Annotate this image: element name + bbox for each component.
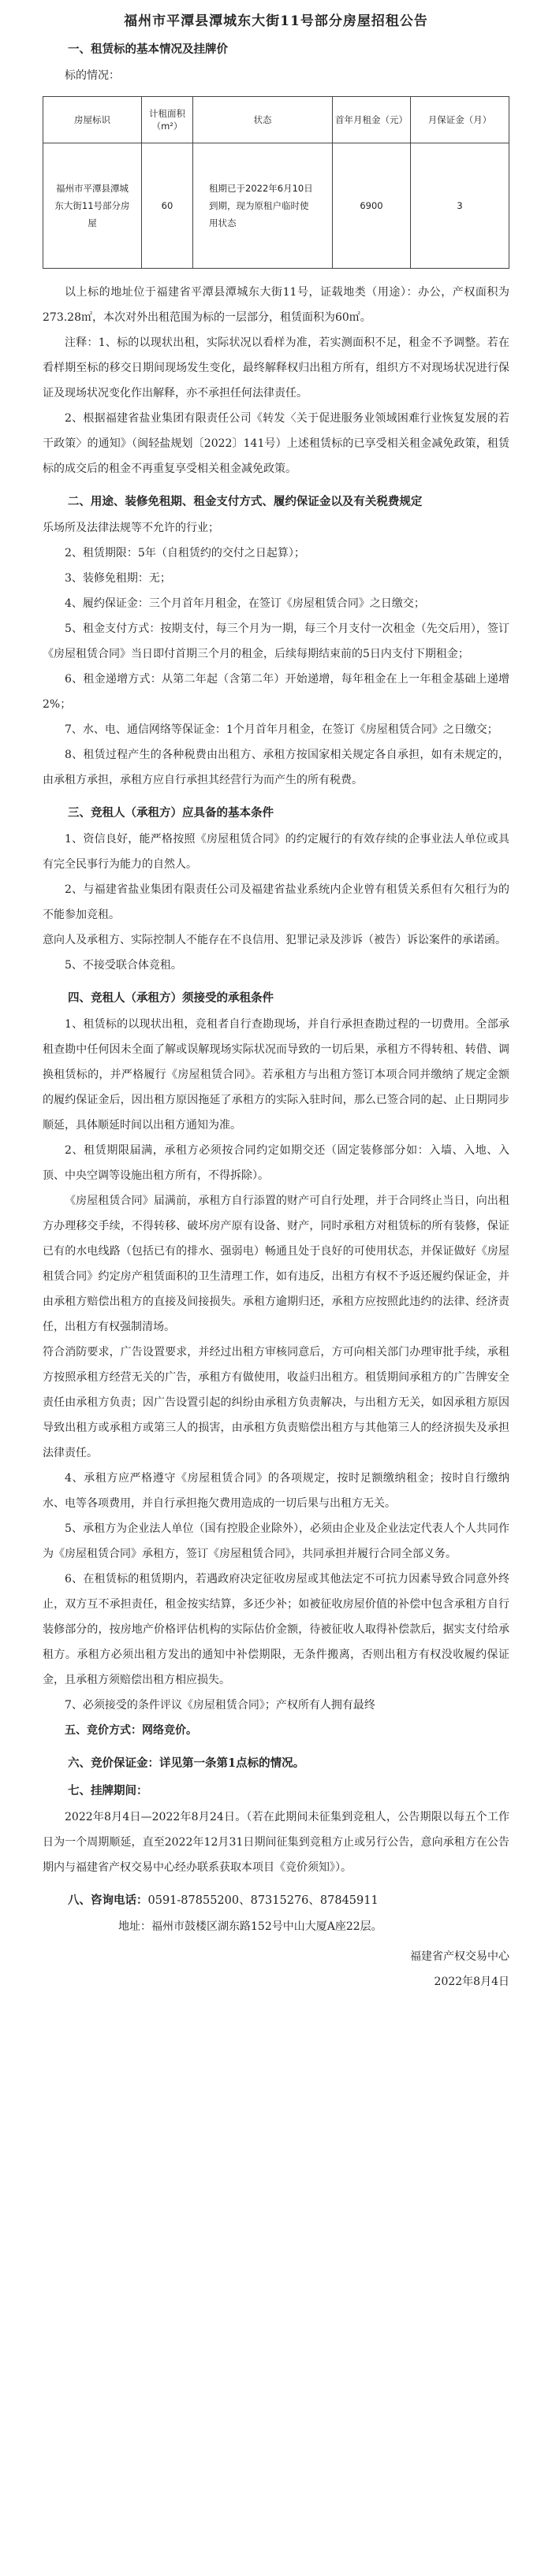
section-4-p6: 5、承租方为企业法人单位（国有控股企业除外），必须由企业及企业法定代表人个人共同作为《房屋租赁合同》承租方，签订《房屋租赁合同》，共同承担并履行合同全部义务。 [43, 1522, 509, 1560]
section-3-p3: 意向人及承租方、实际控制人不能存在不良信用、犯罪记录及涉诉（被告）诉讼案件的承诺函。 [43, 934, 506, 946]
section-5-line: 五、竞价方式：网络竞价。 [65, 1724, 197, 1737]
section-4-p4: 符合消防要求，广告设置要求，并经过出租方审核同意后，方可向相关部门办理审批手续，承租方按照承租方经营无关的广告，承租方有做使用，收益归出租方。租赁期间承租方的广告牌安全责任由承租方负责；因广告设置引起的纠纷由承租方负责解决，与出租方无关，如因承租方原因导致出租方或承租方或第三人的损害，由承租方负责赔偿出租方与其他第三人的经济损失及承担法律责任。 [43, 1346, 509, 1459]
contact-phones: 0591-87855200、87315276、87845911 [147, 1894, 379, 1907]
section-1-heading: 一、租赁标的基本情况及挂牌价 [68, 43, 228, 56]
section-1-intro: 标的情况： [65, 69, 120, 82]
section-2-p6: 6、租金递增方式：从第二年起（含第二年）开始递增，每年租金在上一年租金基础上递增2%； [43, 673, 509, 711]
address-label: 地址： [118, 1920, 151, 1933]
section-4-p2: 2、租赁期限届满，承租方必须按合同约定如期交还（固定装修部分如：入墙、入地、入顶、中央空调等设施出租方所有，不得拆除）。 [43, 1144, 509, 1182]
section-8-heading [68, 1891, 509, 1908]
table-header-deposit: 月保证金（月） [411, 97, 509, 143]
section-3-p4: 5、不接受联合体竞租。 [65, 959, 182, 972]
section-7-heading: 七、挂牌期间： [68, 1784, 148, 1797]
table-header-status: 状态 [193, 97, 333, 143]
issuer-name: 福建省产权交易中心 [410, 1950, 509, 1963]
address-line [118, 1914, 509, 1939]
section-2-p8: 8、租赁过程产生的各种税费由出租方、承租方按国家相关规定各自承担，如有未规定的，由承租方承担，承租方应自行承担其经营行为而产生的所有税费。 [43, 749, 509, 786]
cell-status: 租期已于2022年6月10日到期，现为原租户临时使用状态 [193, 143, 333, 269]
section-2-p4: 4、履约保证金：三个月首年月租金，在签订《房屋租赁合同》之日缴交； [65, 597, 425, 610]
issue-date: 2022年8月4日 [434, 1976, 509, 1988]
section-4-p1: 1、租赁标的以现状出租，竞租者自行查勘现场，并自行承担查勘过程的一切费用。全部承租查勘中任何因未全面了解或误解现场实际状况而导致的一切后果，承租方不得转租、转借、调换租赁标的，并严格履行《房屋租赁合同》。若承租方与出租方签订本项合同并缴纳了规定金额的履约保证金后，因出租方原因拖延了承租方的实际入驻时间，那么已签合同的起、止日期同步顺延，具体顺延时间以出租方通知为准。 [43, 1018, 509, 1132]
table-header-rent: 首年月租金（元） [333, 97, 411, 143]
section-2-p3: 3、装修免租期：无； [65, 572, 171, 585]
section-4-p7: 6、在租赁标的租赁期内，若遇政府决定征收房屋或其他法定不可抗力因素导致合同意外终止，双方互不承担责任，租金按实结算，多还少补；如被征收房屋价值的补偿中包含承租方自行装修部分的，按房地产价格评估机构的实际估价金额，待被征收人取得补偿款后，据实支付给承租方。承租方必须出租方发出的通知中补偿期限，无条件搬离，否则出租方有权没收履约保证金，且承租方须赔偿出租方相应损失。 [43, 1573, 509, 1686]
section-2-p7: 7、水、电、通信网络等保证金：1个月首年月租金，在签订《房屋租赁合同》之日缴交； [65, 723, 498, 736]
section-3-p1: 1、资信良好，能严格按照《房屋租赁合同》的约定履行的有效存续的企事业法人单位或具有完全民事行为能力的自然人。 [43, 833, 509, 871]
table-row [43, 143, 509, 269]
section-2-p5: 5、租金支付方式：按期支付，每三个月为一期，每三个月支付一次租金（先交后用），签订《房屋租赁合同》当日即付首期三个月的租金，后续每期结束前的5日内支付下期租金； [43, 623, 509, 660]
section-3-heading: 三、竞租人（承租方）应具备的基本条件 [68, 806, 274, 820]
table-header-id: 房屋标识 [43, 97, 142, 143]
section-4-p3: 《房屋租赁合同》届满前，承租方自行添置的财产可自行处理，并于合同终止当日，向出租方办理移交手续，不得转移、破坏房产原有设备、财产，同时承租方对租赁标的所有装修，保证已有的水电线路（包括已有的排水、强弱电）畅通且处于良好的可使用状态，并保证做好《房屋租赁合同》约定房产租赁面积的卫生清理工作，如有违反，出租方有权不予返还履约保证金，并由承租方赔偿出租方的直接及间接损失。承租方逾期归还，承租方应按照此违约的法律、经济责任，出租方有权强制清场。 [43, 1195, 509, 1333]
section-1-p1: 以上标的地址位于福建省平潭县潭城东大街11号，证载地类（用途）：办公，产权面积为273.28㎡，本次对外出租范围为标的一层部分，租赁面积为60㎡。 [43, 286, 509, 324]
address-value: 福州市鼓楼区湖东路152号中山大厦A座22层。 [151, 1920, 382, 1933]
page-title: 福州市平潭县潭城东大街11号部分房屋招租公告 [124, 13, 428, 29]
section-7-p1: 2022年8月4日—2022年8月24日。（若在此期间未征集到竞租人，公告期限以每五个工作日为一个周期顺延，直至2022年12月31日期间征集到竞租方止或另行公告，意向承租方在公告期内与福建省产权交易中心经办联系获取本项目《竞价须知》）。 [43, 1811, 509, 1874]
section-6-heading: 六、竞价保证金：详见第一条第1点标的情况。 [68, 1756, 305, 1770]
section-3-p2: 2、与福建省盐业集团有限责任公司及福建省盐业系统内企业曾有租赁关系但有欠租行为的不能参加竞租。 [43, 883, 509, 921]
cell-area: 60 [142, 143, 193, 269]
section-4-p5: 4、承租方应严格遵守《房屋租赁合同》的各项规定，按时足额缴纳租金；按时自行缴纳水、电等各项费用，并自行承担拖欠费用造成的一切后果与出租方无关。 [43, 1472, 509, 1510]
cell-rent: 6900 [333, 143, 411, 269]
section-1-p2: 注释：1、标的以现状出租，实际状况以看样为准，若实测面积不足，租金不予调整。若在看样期至标的移交日期间现场发生变化，最终解释权归出租方所有，组织方不对现场状况进行保证及现场状况变化作出解释，亦不承担任何法律责任。 [43, 336, 509, 400]
section-4-p8: 7、必须接受的条件评议《房屋租赁合同》；产权所有人拥有最终 [65, 1699, 375, 1712]
section-1-p3: 2、根据福建省盐业集团有限责任公司《转发〈关于促进服务业领域困难行业恢复发展的若干政策〉的通知》（闽轻盐规划〔2022〕141号）上述租赁标的已享受相关租金减免政策，租赁标的成交后的租金不再重复享受相关租金减免政策。 [43, 412, 509, 475]
section-2-heading: 二、用途、装修免租期、租金支付方式、履约保证金以及有关税费规定 [67, 495, 423, 508]
table-header-area: 计租面积（m²） [142, 97, 193, 143]
listing-table [43, 96, 509, 269]
section-2-p1: 乐场所及法律法规等不允许的行业； [43, 522, 219, 534]
cell-deposit: 3 [411, 143, 509, 269]
contact-label: 八、咨询电话： [68, 1894, 148, 1907]
section-2-p2: 2、租赁期限：5年（自租赁约的交付之日起算）； [65, 547, 305, 559]
cell-id: 福州市平潭县潭城东大街11号部分房屋 [43, 143, 142, 269]
section-4-heading: 四、竞租人（承租方）须接受的承租条件 [68, 991, 274, 1005]
